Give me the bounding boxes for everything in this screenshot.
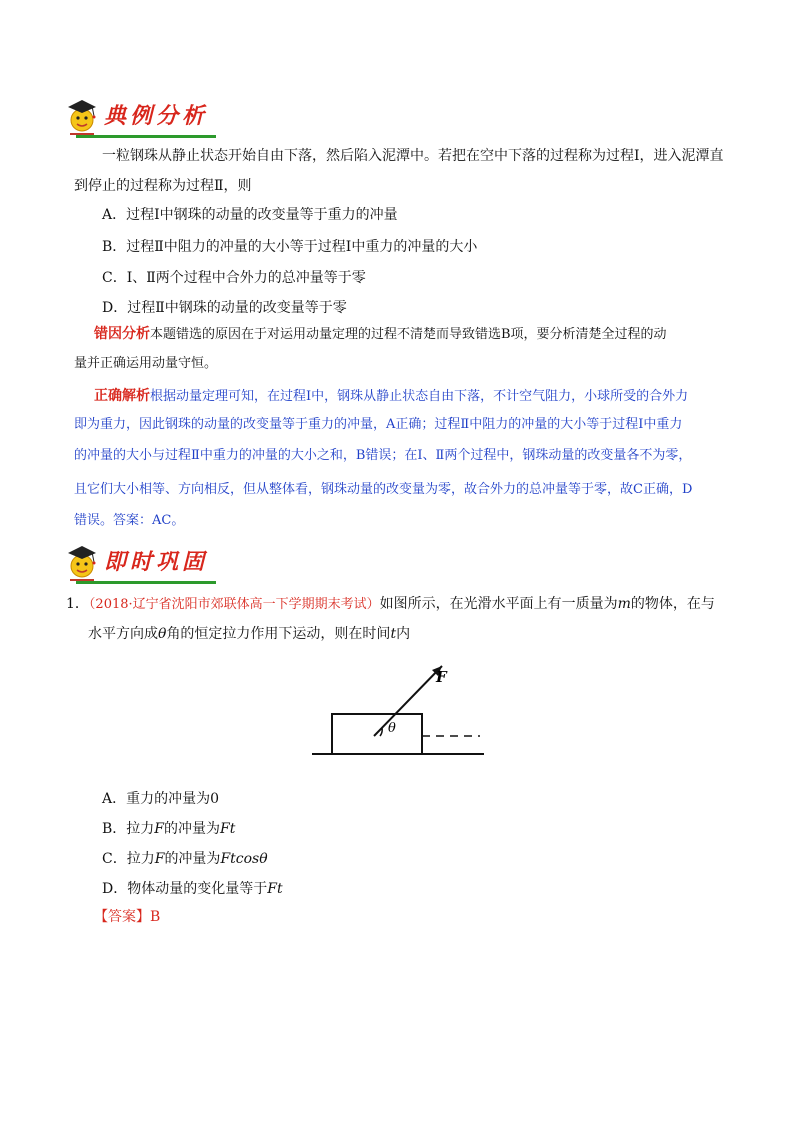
option-a-expr: 0: [210, 791, 220, 807]
var-t: t: [390, 626, 397, 642]
force-label: F: [436, 668, 447, 686]
option-a: A．过程Ⅰ中钢珠的动量的改变量等于重力的冲量: [102, 207, 398, 223]
cartoon-scholar-icon: [62, 94, 102, 138]
option-c-var: F: [154, 851, 165, 867]
problem-stem-line-2: 到停止的过程称为过程Ⅱ，则: [74, 178, 252, 194]
answer-value: B: [150, 909, 161, 925]
section-title: 典例分析: [104, 103, 209, 129]
practice-option-a: [102, 788, 219, 808]
option-d-text: D．物体动量的变化量等于: [102, 881, 268, 897]
analysis-line-3: 的冲量的大小与过程Ⅱ中重力的冲量的大小之和，B错误；在Ⅰ、Ⅱ两个过程中，钢珠动量的改变量各不为零，: [74, 448, 692, 463]
practice-problem-line-1: [66, 590, 766, 619]
practice-option-d: [102, 878, 283, 898]
heading-underline: [76, 135, 216, 138]
problem-source: （2018·辽宁省沈阳市郊联体高一下学期期末考试）: [88, 597, 380, 612]
option-b-text: B．拉力: [102, 821, 155, 837]
stem-text-d: 角的恒定拉力作用下运动，则在时间: [166, 626, 391, 642]
option-c-text: C．拉力: [102, 851, 155, 867]
option-b: B．过程Ⅱ中阻力的冲量的大小等于过程Ⅰ中重力的冲量的大小: [102, 239, 478, 255]
error-analysis-text: 本题错选的原因在于对运用动量定理的过程不清楚而导致错选B项，要分析清楚全过程的动: [150, 327, 667, 342]
section-heading-example: [62, 92, 262, 138]
analysis-label: 正确解析: [94, 388, 150, 404]
error-analysis-line-2: 量并正确运用动量守恒。: [74, 356, 218, 371]
analysis-line-4: 且它们大小相等、方向相反，但从整体看，钢珠动量的改变量为零，故合外力的总冲量等于零，故C正确，D: [74, 482, 693, 497]
option-c: C．Ⅰ、Ⅱ两个过程中合外力的总冲量等于零: [102, 270, 366, 286]
analysis-line-2: 即为重力，因此钢珠的动量的改变量等于重力的冲量，A正确；过程Ⅱ中阻力的冲量的大小等于过程Ⅰ中重力: [74, 417, 683, 432]
answer-line: [94, 906, 160, 926]
option-c-expr: Ftcosθ: [220, 851, 268, 867]
option-b-expr: Ft: [220, 821, 236, 837]
option-c-mid: 的冲量为: [164, 851, 221, 867]
section-heading-practice: [62, 538, 262, 584]
var-m: m: [617, 596, 631, 612]
practice-problem-line-2: [88, 620, 410, 648]
force-diagram: [308, 652, 488, 762]
problem-number: 1．: [66, 596, 89, 612]
stem-text-b: 的物体，在与: [630, 596, 715, 612]
cartoon-scholar-icon: [62, 540, 102, 584]
analysis-line-5: 错误。答案：AC。: [74, 513, 185, 528]
practice-option-c: [102, 848, 268, 868]
option-b-mid: 的冲量为: [164, 821, 221, 837]
practice-option-b: [102, 818, 235, 838]
stem-text-e: 内: [396, 626, 411, 642]
option-d: D．过程Ⅱ中钢珠的动量的改变量等于零: [102, 300, 347, 316]
answer-label: 【答案】: [94, 909, 150, 925]
stem-text-c: 水平方向成: [88, 626, 158, 642]
error-analysis-label: 错因分析: [94, 326, 150, 342]
option-d-expr: Ft: [267, 881, 283, 897]
angle-label: θ: [388, 721, 396, 736]
stem-text-a: 如图所示，在光滑水平面上有一质量为: [379, 596, 618, 612]
var-theta: θ: [158, 626, 167, 642]
force-arrow: [374, 666, 442, 736]
option-a-text: A．重力的冲量为: [102, 791, 211, 807]
problem-stem-line-1: 一粒钢珠从静止状态开始自由下落，然后陷入泥潭中。若把在空中下落的过程称为过程Ⅰ，进入泥潭直: [102, 148, 724, 164]
option-b-var: F: [154, 821, 165, 837]
section-title: 即时巩固: [104, 549, 209, 575]
error-analysis: [94, 320, 754, 349]
analysis-line-1: [94, 382, 754, 411]
analysis-text-1: 根据动量定理可知，在过程Ⅰ中，钢珠从静止状态自由下落，不计空气阻力，小球所受的合外力: [150, 389, 689, 404]
heading-underline: [76, 581, 216, 584]
